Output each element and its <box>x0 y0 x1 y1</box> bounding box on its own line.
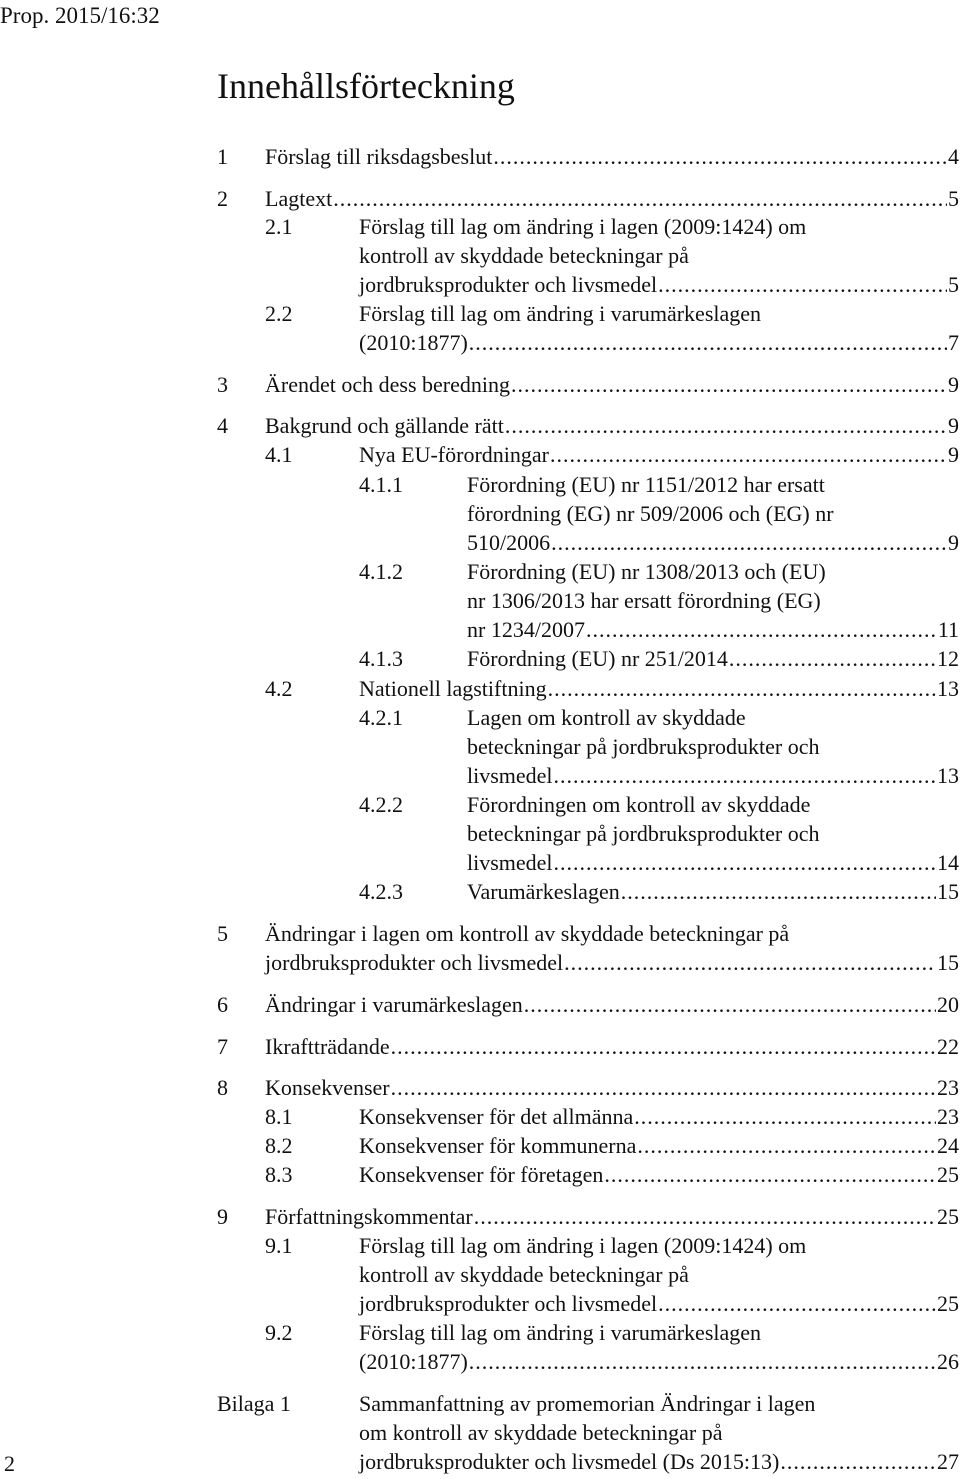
dot-leader <box>604 1161 936 1189</box>
toc-entry-number: 7 <box>217 1034 228 1059</box>
dot-leader <box>564 949 936 977</box>
dot-leader <box>524 991 936 1019</box>
toc-entry-konsekvenser[interactable] <box>265 1074 959 1102</box>
toc-entry-bilaga-1[interactable] <box>359 1448 959 1476</box>
toc-entry-text: Lagtext <box>265 186 333 211</box>
toc-entry-kommentar-lag-2009[interactable] <box>359 1290 959 1318</box>
toc-page-number: 5 <box>948 186 959 211</box>
toc-entry-text-line: Förslag till lag om ändring i lagen (2009:1424) om <box>359 214 807 239</box>
dot-leader <box>586 616 937 644</box>
toc-entry-text-line: Förordningen om kontroll av skyddade <box>467 792 811 817</box>
toc-entry-number: 4.1.2 <box>359 559 403 584</box>
toc-entry-text: Förslag till riksdagsbeslut <box>265 144 493 169</box>
dot-leader <box>511 371 947 399</box>
toc-page-number: 27 <box>937 1449 959 1474</box>
toc-page-number: 13 <box>937 676 959 701</box>
dot-leader <box>658 1290 936 1318</box>
dot-leader <box>391 1074 936 1102</box>
toc-entry-number: 4.2.3 <box>359 879 403 904</box>
toc-entry-text: Nya EU-förordningar <box>359 442 549 467</box>
dot-leader <box>637 1132 936 1160</box>
toc-entry-text: Ikraftträdande <box>265 1034 390 1059</box>
toc-title: Innehållsförteckning <box>217 66 515 106</box>
toc-entry-varumarkeslagen[interactable] <box>467 878 959 906</box>
page-number: 2 <box>4 1451 15 1476</box>
toc-entry-kommentar-varumarkeslagen[interactable] <box>359 1348 959 1376</box>
toc-page-number: 24 <box>937 1133 959 1158</box>
toc-entry-number: 8.1 <box>265 1104 293 1129</box>
toc-entry-number: 8.3 <box>265 1162 293 1187</box>
toc-entry-text-line: kontroll av skyddade beteckningar på <box>359 243 689 268</box>
toc-entry-forslag-lag-2009[interactable] <box>359 271 959 299</box>
toc-page-number: 9 <box>948 372 959 397</box>
toc-entry-number: 4 <box>217 413 228 438</box>
toc-entry-number: 8 <box>217 1075 228 1100</box>
document-id-header: Prop. 2015/16:32 <box>0 3 160 28</box>
toc-page-number: 20 <box>937 992 959 1017</box>
toc-entry-text-line: Förslag till lag om ändring i varumärkeslagen <box>359 1320 762 1345</box>
toc-page-number: 9 <box>948 442 959 467</box>
toc-page-number: 25 <box>937 1291 959 1316</box>
toc-entry-number: 9.2 <box>265 1320 293 1345</box>
dot-leader <box>474 1203 936 1231</box>
toc-entry-number: 6 <box>217 992 228 1017</box>
toc-entry-text-line: beteckningar på jordbruksprodukter och <box>467 734 820 759</box>
dot-leader <box>493 143 947 171</box>
toc-entry-text: Konsekvenser <box>265 1075 390 1100</box>
toc-entry-konsekvenser-kommunerna[interactable] <box>359 1132 959 1160</box>
dot-leader <box>551 529 947 557</box>
toc-page-number: 25 <box>937 1162 959 1187</box>
toc-entry-text: (2010:1877) <box>359 1349 468 1374</box>
dot-leader <box>780 1448 936 1476</box>
toc-entry-text: Förordning (EU) nr 251/2014 <box>467 646 728 671</box>
toc-page-number: 14 <box>937 850 959 875</box>
toc-entry-text-line: beteckningar på jordbruksprodukter och <box>467 821 820 846</box>
toc-page-number: 9 <box>948 413 959 438</box>
toc-page-number: 4 <box>948 144 959 169</box>
toc-entry-forordning-1308[interactable] <box>467 616 959 644</box>
toc-entry-text-line: Ändringar i lagen om kontroll av skyddade beteckningar på <box>265 921 790 946</box>
toc-entry-number: 2.1 <box>265 214 293 239</box>
toc-entry-forfattningskommentar[interactable] <box>265 1203 959 1231</box>
toc-entry-number: 1 <box>217 144 228 169</box>
toc-entry-number: 4.2 <box>265 676 293 701</box>
toc-entry-number: 9.1 <box>265 1233 293 1258</box>
dot-leader <box>554 849 936 877</box>
toc-entry-text: Författningskommentar <box>265 1204 473 1229</box>
toc-entry-text: jordbruksprodukter och livsmedel (Ds 2015:13) <box>359 1449 780 1474</box>
dot-leader <box>469 329 947 357</box>
toc-entry-text: Ärendet och dess beredning <box>265 372 510 397</box>
toc-entry-number: 4.1.3 <box>359 646 403 671</box>
toc-entry-lagtext[interactable] <box>265 185 959 213</box>
toc-page-number: 22 <box>937 1034 959 1059</box>
toc-entry-number: 8.2 <box>265 1133 293 1158</box>
toc-entry-forslag-varumarkeslagen[interactable] <box>359 329 959 357</box>
toc-entry-number: 9 <box>217 1204 228 1229</box>
toc-page-number: 26 <box>937 1349 959 1374</box>
toc-entry-text-line: kontroll av skyddade beteckningar på <box>359 1262 689 1287</box>
toc-page-number: 7 <box>948 330 959 355</box>
toc-entry-text: Konsekvenser för företagen <box>359 1162 604 1187</box>
toc-page-number: 25 <box>937 1204 959 1229</box>
toc-entry-text: nr 1234/2007 <box>467 617 585 642</box>
toc-entry-text-line: Förslag till lag om ändring i varumärkeslagen <box>359 301 762 326</box>
toc-entry-text-line: Lagen om kontroll av skyddade <box>467 705 746 730</box>
toc-entry-ikrafttradande[interactable] <box>265 1033 959 1061</box>
toc-entry-text: Varumärkeslagen <box>467 879 620 904</box>
toc-entry-text: livsmedel <box>467 763 553 788</box>
toc-page-number: 15 <box>937 950 959 975</box>
toc-page-number: 13 <box>937 763 959 788</box>
dot-leader <box>391 1033 936 1061</box>
toc-entry-number: 2.2 <box>265 301 293 326</box>
toc-entry-forordningen-om-kontroll[interactable] <box>467 849 959 877</box>
toc-entry-text-line: förordning (EG) nr 509/2006 och (EG) nr <box>467 501 834 526</box>
toc-entry-number: 4.2.2 <box>359 792 403 817</box>
toc-entry-number: 3 <box>217 372 228 397</box>
dot-leader <box>729 645 936 673</box>
toc-entry-text: Ändringar i varumärkeslagen <box>265 992 523 1017</box>
toc-entry-text: Bakgrund och gällande rätt <box>265 413 504 438</box>
toc-entry-text-line: om kontroll av skyddade beteckningar på <box>359 1420 723 1445</box>
toc-entry-andringar-varumarkeslagen[interactable] <box>265 991 959 1019</box>
toc-entry-text: (2010:1877) <box>359 330 468 355</box>
toc-entry-text-line: Förslag till lag om ändring i lagen (2009:1424) om <box>359 1233 807 1258</box>
toc-entry-text: Nationell lagstiftning <box>359 676 547 701</box>
toc-entry-text: jordbruksprodukter och livsmedel <box>265 950 564 975</box>
toc-entry-text: jordbruksprodukter och livsmedel <box>359 272 658 297</box>
toc-entry-konsekvenser-foretagen[interactable] <box>359 1161 959 1189</box>
dot-leader <box>621 878 936 906</box>
dot-leader <box>469 1348 936 1376</box>
toc-entry-text: livsmedel <box>467 850 553 875</box>
toc-entry-text-line: Förordning (EU) nr 1308/2013 och (EU) <box>467 559 826 584</box>
toc-entry-lagen-om-kontroll[interactable] <box>467 762 959 790</box>
toc-entry-number: 4.2.1 <box>359 705 403 730</box>
dot-leader <box>333 185 947 213</box>
toc-entry-text: jordbruksprodukter och livsmedel <box>359 1291 658 1316</box>
dot-leader <box>554 762 936 790</box>
toc-entry-text: 510/2006 <box>467 530 551 555</box>
toc-page-number: 12 <box>937 646 959 671</box>
toc-entry-nationell-lagstiftning[interactable] <box>359 675 959 703</box>
toc-page-number: 9 <box>948 530 959 555</box>
toc-entry-andringar-i-lagen[interactable] <box>265 949 959 977</box>
toc-page-number: 23 <box>937 1075 959 1100</box>
toc-entry-text: Konsekvenser för det allmänna <box>359 1104 634 1129</box>
dot-leader <box>550 441 947 469</box>
toc-entry-nya-eu-forordningar[interactable] <box>359 441 959 469</box>
dot-leader <box>505 412 947 440</box>
toc-entry-riksdagsbeslut[interactable] <box>265 143 959 171</box>
dot-leader <box>658 271 947 299</box>
toc-entry-konsekvenser-allmanna[interactable] <box>359 1103 959 1131</box>
dot-leader <box>548 675 936 703</box>
toc-entry-forordning-1151[interactable] <box>467 529 959 557</box>
toc-entry-number: Bilaga 1 <box>217 1391 291 1416</box>
toc-entry-number: 2 <box>217 186 228 211</box>
toc-entry-number: 5 <box>217 921 228 946</box>
toc-entry-text-line: nr 1306/2013 har ersatt förordning (EG) <box>467 588 821 613</box>
toc-entry-text-line: Sammanfattning av promemorian Ändringar i lagen <box>359 1391 816 1416</box>
toc-page-number: 15 <box>937 879 959 904</box>
toc-entry-bakgrund[interactable] <box>265 412 959 440</box>
toc-page-number: 5 <box>948 272 959 297</box>
toc-page-number: 11 <box>937 617 959 642</box>
toc-entry-number: 4.1.1 <box>359 472 403 497</box>
toc-entry-forordning-251[interactable] <box>467 645 959 673</box>
dot-leader <box>634 1103 936 1131</box>
toc-entry-arendet[interactable] <box>265 371 959 399</box>
toc-entry-text-line: Förordning (EU) nr 1151/2012 har ersatt <box>467 472 825 497</box>
toc-entry-number: 4.1 <box>265 442 293 467</box>
toc-page-number: 23 <box>937 1104 959 1129</box>
toc-entry-text: Konsekvenser för kommunerna <box>359 1133 637 1158</box>
